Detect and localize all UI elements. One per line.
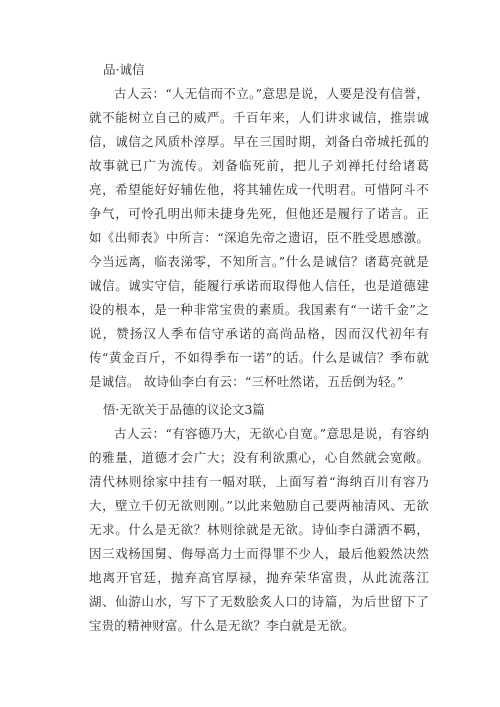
section-heading-integrity: 品·诚信 <box>103 62 145 77</box>
section-paragraph-desirelessness: 古人云：“有容德乃大，无欲心自宽。”意思是说，有容纳的雅量，道德才会广大；没有利欲熏心，心自然就会宽敞。清代林则徐家中挂有一幅对联，上面写着“海纳百川有容乃大，壁立千仞无欲则刚。”以此来勉励自己要两袖清风、无欲无求。什么是无欲？林则徐就是无欲。诗仙李白潇洒不羁，因三戏杨国舅、侮辱高力士而得罪不少人，最后他毅然决然地离开官廷，抛弃高官厚禄，抛弃荣华富贵，从此流落江湖、仙游山水，写下了无数脍炙人口的诗篇，为后世留下了宝贵的精神财富。什么是无欲？李白就是无欲。 <box>89 426 429 633</box>
section-paragraph-integrity: 古人云：“人无信而不立。”意思是说，人要是没有信誉，就不能树立自己的威严。千百年来，人们讲求诚信，推崇诚信，诚信之风质朴淳厚。早在三国时期，刘备白帝城托孤的故事就已广为流传。刘备临死前，把儿子刘禅托付给诸葛亮，希望能好好辅佐他，将其辅佐成一代明君。可惜阿斗不争气，可怜孔明出师未捷身先死，但他还是履行了诺言。正如《出师表》中所言：“深追先帝之遗诏，臣不胜受恩感激。今当远离，临表涕零，不知所言。”什么是诚信？诸葛亮就是诚信。诚实守信，能履行承诺而取得他人信任，也是道德建设的根本，是一种非常宝贵的素质。我国素有“一诺千金”之说，赞扬汉人季布信守承诺的高尚品格，因而汉代初年有传“黄金百斤，不如得季布一诺”的话。什么是诚信？季布就是诚信。 故诗仙李白有云：“三杯吐然诺，五岳倒为轻。” <box>89 86 429 389</box>
section-heading-desirelessness: 悟·无欲关于品德的议论文3篇 <box>103 402 265 417</box>
document-body <box>89 58 429 638</box>
